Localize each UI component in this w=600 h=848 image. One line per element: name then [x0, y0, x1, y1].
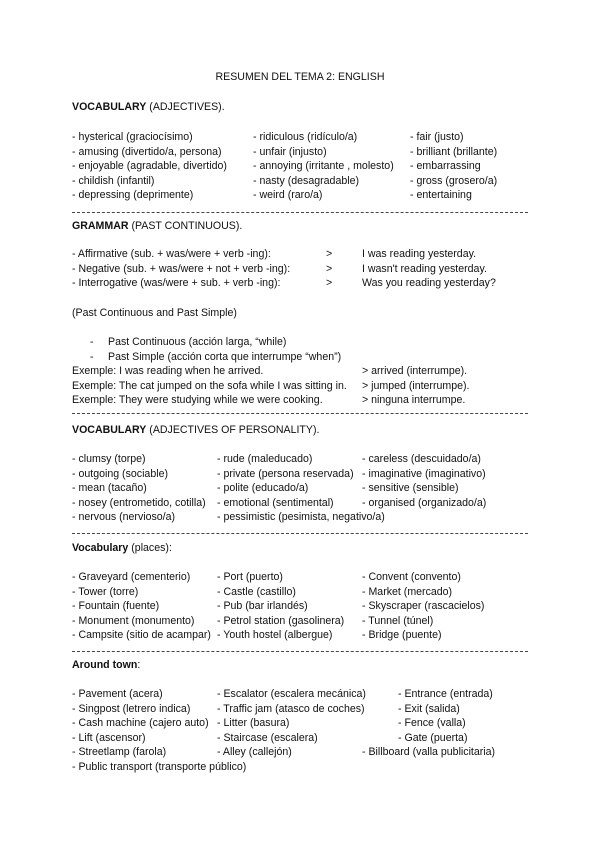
bullet-text: Past Continuous (acción larga, “while) [108, 336, 287, 348]
heading-rest: (PAST CONTINUOUS). [128, 220, 243, 232]
list-item: - Cash machine (cajero auto) [72, 717, 209, 730]
heading-rest: (ADJECTIVES). [146, 101, 225, 113]
document-title: RESUMEN DEL TEMA 2: ENGLISH [215, 71, 385, 83]
list-item: - Skyscraper (rascacielos) [362, 600, 485, 613]
list-item: - pessimistic (pesimista, negativo/a) [217, 511, 385, 524]
heading-bold: VOCABULARY [72, 101, 147, 113]
example-result: > arrived (interrumpe). [362, 365, 468, 377]
example-sentence: Exemple: I was reading when he arrived. [72, 365, 264, 377]
list-item: - hysterical (graciocísimo) [72, 131, 193, 143]
list-item: - emotional (sentimental) [217, 496, 334, 509]
list-item: - Exit (salida) [398, 702, 460, 715]
heading-bold: Vocabulary [72, 542, 129, 554]
grammar-example-sentences [72, 365, 347, 409]
example-result: > jumped (interrumpe). [362, 379, 470, 392]
grammar-bullets [90, 336, 341, 365]
list-item: - Streetlamp (farola) [72, 746, 167, 759]
heading-rest: (ADJECTIVES OF PERSONALITY). [146, 424, 320, 436]
list-item: - Fence (valla) [398, 717, 466, 730]
list-item: - organised (organizado/a) [362, 496, 487, 509]
grammar-form: - Negative (sub. + was/were + not + verb -ing): [72, 262, 291, 275]
grammar-forms [72, 248, 290, 292]
list-item: - weird (raro/a) [253, 189, 323, 202]
section-heading-vocabulary-adjectives [72, 101, 225, 114]
dashed-divider [72, 212, 528, 213]
list-item: - embarrassing [410, 160, 481, 173]
vocab-places-col1 [72, 571, 211, 644]
list-item: - Market (mercado) [362, 585, 453, 598]
list-item: - gross (grosero/a) [410, 174, 498, 187]
list-item: - nosey (entrometido, cotilla) [72, 496, 206, 509]
grammar-example: Was you reading yesterday? [362, 277, 496, 290]
list-item: - Traffic jam (atasco de coches) [217, 702, 365, 715]
list-item: - Lift (ascensor) [72, 731, 146, 744]
list-item: - unfair (injusto) [253, 145, 327, 158]
list-item: - nasty (desagradable) [253, 174, 359, 187]
list-item: - Petrol station (gasolinera) [217, 614, 345, 627]
grammar-subheading: (Past Continuous and Past Simple) [72, 307, 237, 319]
dashed-divider [72, 651, 528, 652]
grammar-example: I was reading yesterday. [362, 248, 477, 260]
vocab-places-col3 [362, 571, 484, 644]
list-item: - Castle (castillo) [217, 585, 296, 598]
list-item: - depressing (deprimente) [72, 189, 194, 202]
vocab-personality-col2 [217, 453, 385, 526]
around-town-billboard: - Billboard (valla publicitaria) [362, 746, 496, 758]
list-item: - Escalator (escalera mecánica) [217, 688, 366, 700]
arrow-glyph: > [326, 248, 333, 260]
example-sentence: Exemple: The cat jumped on the sofa while I was sitting in. [72, 379, 347, 392]
vocab-personality-col3 [362, 453, 486, 511]
list-item: - Entrance (entrada) [398, 688, 493, 700]
list-item: - Tunnel (túnel) [362, 614, 434, 627]
around-town-col2 [217, 688, 366, 761]
list-item: - entertaining [410, 189, 472, 202]
list-item: - amusing (divertido/a, persona) [72, 145, 222, 158]
example-result: > ninguna interrumpe. [362, 394, 466, 407]
arrow-glyph: > [326, 262, 333, 275]
bullet-mark: - [90, 350, 94, 363]
list-item: - Pub (bar irlandés) [217, 600, 308, 613]
bullet-item [90, 336, 341, 351]
heading-bold: GRAMMAR [72, 220, 129, 232]
grammar-example-results [362, 365, 469, 409]
section-heading-around-town [72, 659, 140, 672]
list-item: - private (persona reservada) [217, 467, 354, 480]
section-heading-vocabulary-personality [72, 424, 319, 437]
list-item: - ridiculous (ridículo/a) [253, 131, 358, 143]
arrow-glyph: > [326, 277, 333, 290]
list-item: - fair (justo) [410, 131, 464, 143]
section-heading-vocabulary-places [72, 542, 172, 555]
grammar-form: - Affirmative (sub. + was/were + verb -ing): [72, 248, 271, 260]
list-item: - Port (puerto) [217, 571, 283, 583]
list-item: - Graveyard (cementerio) [72, 571, 191, 583]
list-item: - mean (tacaño) [72, 482, 147, 495]
vocab-adj-col3 [410, 131, 497, 204]
dashed-divider [72, 533, 528, 534]
list-item: - childish (infantil) [72, 174, 155, 187]
list-item: - careless (descuidado/a) [362, 453, 481, 465]
bullet-item [90, 351, 341, 366]
section-heading-grammar [72, 220, 242, 233]
list-item: - Public transport (transporte público) [72, 760, 247, 773]
list-item: - Litter (basura) [217, 717, 290, 730]
list-item: - nervous (nervioso/a) [72, 511, 176, 524]
grammar-arrows [326, 248, 332, 292]
list-item: - Bridge (puente) [362, 629, 442, 642]
heading-rest: : [137, 659, 141, 671]
list-item: - Alley (callejón) [217, 746, 292, 759]
bullet-mark: - [90, 336, 94, 348]
vocab-personality-col1 [72, 453, 206, 526]
grammar-form: - Interrogative (was/were + sub. + verb -ing): [72, 277, 281, 290]
list-item: - Pavement (acera) [72, 688, 163, 700]
list-item: - Staircase (escalera) [217, 731, 318, 744]
list-item: - Convent (convento) [362, 571, 461, 583]
heading-rest: (places): [128, 542, 172, 554]
example-sentence: Exemple: They were studying while we were cooking. [72, 394, 323, 407]
list-item: - Singpost (letrero indica) [72, 702, 191, 715]
vocab-adj-col1 [72, 131, 227, 204]
list-item: - imaginative (imaginativo) [362, 467, 486, 480]
list-item: - Gate (puerta) [398, 731, 468, 744]
grammar-examples [362, 248, 496, 292]
list-item: - Fountain (fuente) [72, 600, 160, 613]
list-item: - Youth hostel (albergue) [217, 629, 333, 642]
heading-bold: VOCABULARY [72, 424, 147, 436]
list-item: - polite (educado/a) [217, 482, 309, 495]
list-item: - Campsite (sitio de acampar) [72, 629, 211, 642]
list-item: - sensitive (sensible) [362, 482, 459, 495]
heading-bold: Around town [72, 659, 138, 671]
list-item: - Tower (torre) [72, 585, 139, 598]
list-item: - Monument (monumento) [72, 614, 195, 627]
vocab-adj-col2 [253, 131, 394, 204]
list-item: - enjoyable (agradable, divertido) [72, 160, 227, 173]
grammar-example: I wasn't reading yesterday. [362, 262, 487, 275]
bullet-text: Past Simple (acción corta que interrumpe “when”) [108, 350, 342, 363]
list-item: - outgoing (sociable) [72, 467, 168, 480]
list-item: - brilliant (brillante) [410, 145, 498, 158]
list-item: - clumsy (torpe) [72, 453, 146, 465]
vocab-places-col2 [217, 571, 344, 644]
dashed-divider [72, 413, 528, 414]
list-item: - annoying (irritante , molesto) [253, 160, 394, 173]
list-item: - rude (maleducado) [217, 453, 313, 465]
around-town-col3 [398, 688, 493, 746]
